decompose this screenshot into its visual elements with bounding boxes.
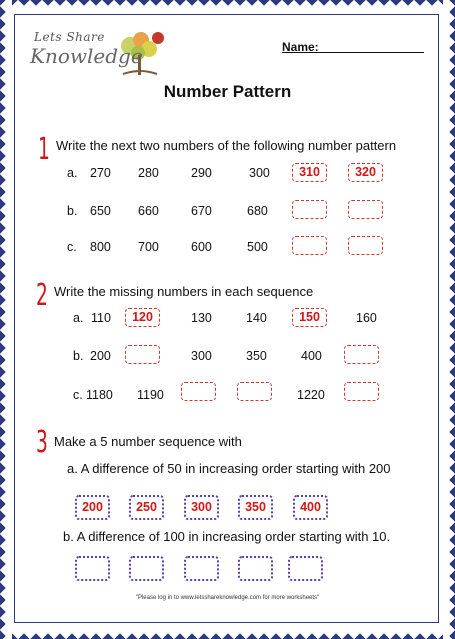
page-title: Number Pattern bbox=[163, 82, 292, 101]
row-label: b. bbox=[67, 204, 78, 218]
answer-box[interactable] bbox=[292, 308, 327, 327]
question-2-number: 2 bbox=[36, 278, 48, 313]
question-3b-text: b. A difference of 100 in increasing order starting with 10. bbox=[63, 529, 391, 544]
pattern-value: 650 bbox=[90, 204, 111, 218]
answer-box[interactable] bbox=[292, 236, 327, 255]
sequence-answer-box[interactable] bbox=[288, 556, 323, 581]
sequence-value: 1190 bbox=[137, 388, 164, 402]
sequence-value: 140 bbox=[246, 311, 267, 325]
answer-box[interactable] bbox=[181, 382, 216, 401]
pattern-value: 670 bbox=[191, 204, 212, 218]
answer-value: 120 bbox=[132, 310, 153, 324]
sequence-answer-box[interactable] bbox=[184, 556, 219, 581]
question-1-number: 1 bbox=[38, 132, 50, 167]
logo-text-main: Knowledge bbox=[30, 44, 143, 68]
sequence-value: 130 bbox=[191, 311, 212, 325]
answer-box[interactable] bbox=[344, 382, 379, 401]
pattern-value: 600 bbox=[191, 240, 212, 254]
pattern-value: 280 bbox=[138, 166, 159, 180]
answer-box[interactable] bbox=[348, 200, 383, 219]
logo bbox=[30, 22, 165, 82]
sequence-answer-box[interactable] bbox=[238, 556, 273, 581]
answer-box[interactable] bbox=[348, 236, 383, 255]
logo-text-top: Lets Share bbox=[34, 30, 105, 44]
sequence-answer-box[interactable]: 250 bbox=[129, 495, 164, 520]
sequence-value: 1180 bbox=[86, 388, 113, 402]
pattern-value: 290 bbox=[191, 166, 212, 180]
sequence-value: 350 bbox=[246, 349, 267, 363]
question-3-text: Make a 5 number sequence with bbox=[54, 434, 242, 449]
sequence-answer-box[interactable] bbox=[75, 556, 110, 581]
pattern-value: 660 bbox=[138, 204, 159, 218]
footer-note: "Please log in to www.letsshareknowledge.com for more worksheets" bbox=[135, 595, 320, 601]
question-2-text: Write the missing numbers in each sequence bbox=[54, 284, 314, 299]
pattern-value: 270 bbox=[90, 166, 111, 180]
row-label: c. bbox=[73, 388, 83, 402]
answer-value: 150 bbox=[299, 310, 320, 324]
question-1-text: Write the next two numbers of the following number pattern bbox=[56, 138, 397, 153]
pattern-value: 300 bbox=[249, 166, 270, 180]
sequence-answer-box[interactable]: 350 bbox=[238, 495, 273, 520]
sequence-value: 300 bbox=[191, 349, 212, 363]
pattern-value: 700 bbox=[138, 240, 159, 254]
name-field-line[interactable] bbox=[318, 52, 424, 53]
question-3a-text: a. A difference of 50 in increasing order starting with 200 bbox=[67, 461, 391, 476]
answer-box[interactable] bbox=[292, 200, 327, 219]
sequence-answer-box[interactable] bbox=[129, 556, 164, 581]
sequence-answer-box[interactable]: 400 bbox=[293, 495, 328, 520]
question-3-number: 3 bbox=[36, 425, 48, 460]
sequence-value: 110 bbox=[91, 311, 111, 325]
answer-box[interactable] bbox=[237, 382, 272, 401]
sequence-value: 400 bbox=[301, 349, 322, 363]
answer-box[interactable] bbox=[125, 308, 160, 327]
answer-box[interactable]: 320 bbox=[348, 163, 383, 182]
answer-box[interactable]: 310 bbox=[292, 163, 327, 182]
sequence-value: 1220 bbox=[297, 388, 325, 402]
page-border-top bbox=[0, 0, 455, 12]
answer-box[interactable] bbox=[344, 345, 379, 364]
sequence-answer-box[interactable]: 200 bbox=[75, 495, 110, 520]
pattern-value: 680 bbox=[247, 204, 268, 218]
name-label: Name: bbox=[282, 40, 319, 54]
row-label: c. bbox=[67, 240, 77, 254]
pattern-value: 500 bbox=[247, 240, 268, 254]
row-label: a. bbox=[67, 166, 78, 180]
sequence-answer-box[interactable]: 300 bbox=[184, 495, 219, 520]
pattern-value: 800 bbox=[90, 240, 111, 254]
row-label: b. bbox=[73, 349, 84, 363]
sequence-value: 160 bbox=[356, 311, 377, 325]
answer-box[interactable] bbox=[125, 345, 160, 364]
row-label: a. bbox=[73, 311, 84, 325]
page-border-bottom bbox=[0, 627, 455, 639]
sequence-value: 200 bbox=[90, 349, 111, 363]
